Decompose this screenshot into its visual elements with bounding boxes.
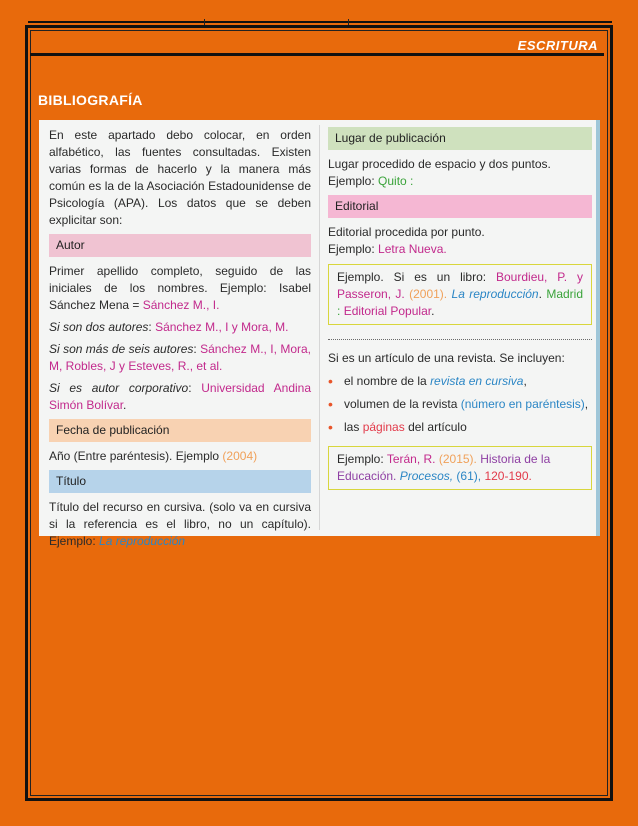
lugar-example-line <box>328 173 592 190</box>
lugar-example-label: Ejemplo: <box>328 174 379 188</box>
fecha-text <box>49 448 311 465</box>
libro-example-box <box>328 264 592 325</box>
autor-p1-text: Primer apellido completo, seguido de las iniciales de los nombres. Ejemplo: Isabel Sánchez Mena = <box>49 264 311 312</box>
fecha-example: (2004) <box>222 449 258 463</box>
bullet-icon: • <box>328 373 333 389</box>
left-column <box>49 127 311 555</box>
revista-bullet-2 <box>328 396 592 413</box>
revista-title: Historia de la Educación. <box>337 452 551 483</box>
libro-title: La reproducción <box>451 287 539 301</box>
revista-b1-end: , <box>523 374 527 388</box>
autor-p4-end: . <box>123 398 127 412</box>
autor-p2-sep: : <box>148 320 156 334</box>
editorial-example: Letra Nueva. <box>378 242 447 256</box>
revista-b2-text: volumen de la revista <box>344 397 461 411</box>
revista-author: Terán, R. <box>386 452 436 466</box>
autor-p4-sep: : <box>188 381 202 395</box>
top-rule <box>28 21 612 23</box>
autor-p3-example: Sánchez M., I, Mora, M, Robles, J y Esteves, R., et al. <box>49 342 311 373</box>
editorial-example-label: Ejemplo: <box>328 242 379 256</box>
revista-prefix: Ejemplo: <box>337 452 387 466</box>
revista-b2-end: , <box>584 397 589 411</box>
autor-p4 <box>49 380 311 414</box>
autor-p2 <box>49 319 311 336</box>
section-title: BIBLIOGRAFÍA <box>38 92 143 108</box>
revista-b3-em: páginas <box>362 420 405 434</box>
editorial-header: Editorial <box>328 195 592 218</box>
autor-header: Autor <box>49 234 311 257</box>
editorial-example-line <box>328 241 592 258</box>
revista-b3-end: del artículo <box>404 420 467 434</box>
libro-end: . <box>431 304 435 318</box>
revista-b1 <box>344 373 527 390</box>
autor-p1 <box>49 263 311 314</box>
autor-p3 <box>49 341 311 375</box>
dotted-separator <box>328 339 592 340</box>
editorial-text: Editorial procedida por punto. <box>328 225 485 239</box>
revista-example-box <box>328 446 592 490</box>
revista-year: (2015). <box>438 452 477 466</box>
lugar-example: Quito : <box>378 174 414 188</box>
autor-p4-example: Universidad Andina Simón Bolívar <box>49 381 312 412</box>
revista-issue: (61), <box>456 469 482 483</box>
titulo-header: Título <box>49 470 311 493</box>
revista-pages: 120-190. <box>484 469 532 483</box>
titulo-example: La reproducción <box>99 534 186 548</box>
lugar-header: Lugar de publicación <box>328 127 592 150</box>
fecha-header: Fecha de publicación <box>49 419 311 442</box>
header-bar <box>30 36 604 56</box>
revista-b1-text: el nombre de la <box>344 374 431 388</box>
libro-publisher: Editorial Popular <box>343 304 432 318</box>
libro-period: . <box>538 287 542 301</box>
autor-p2-example: Sánchez M., I y Mora, M. <box>155 320 289 334</box>
lugar-text: Lugar procedido de espacio y dos puntos. <box>328 157 551 171</box>
revista-bullet-1 <box>328 373 592 390</box>
header-title: ESCRITURA <box>517 38 598 53</box>
revista-b3-text: las <box>344 420 363 434</box>
fecha-desc: Año (Entre paréntesis). Ejemplo <box>49 449 223 463</box>
revista-b3 <box>344 419 467 436</box>
revista-intro: Si es un artículo de una revista. Se incluyen: <box>328 351 565 365</box>
revista-b2-em: (número en paréntesis) <box>460 397 585 411</box>
revista-b1-em: revista en cursiva <box>430 374 524 388</box>
autor-p1-example: Sánchez M., I. <box>142 298 220 312</box>
autor-p4-label: Si es autor corporativo <box>49 381 189 395</box>
revista-b2 <box>344 396 588 413</box>
titulo-desc: Título del recurso en cursiva. (solo va en cursiva si la referencia es el libro, no un capítulo). Ejemplo: <box>49 500 311 548</box>
titulo-text <box>49 499 311 550</box>
libro-prefix: Ejemplo. Si es un libro: <box>337 270 496 284</box>
autor-p3-label: Si son más de seis autores <box>49 342 194 356</box>
bullet-icon: • <box>328 419 333 435</box>
right-column <box>328 125 592 498</box>
libro-author: Bourdieu, P. y Passeron, J. <box>337 270 584 301</box>
revista-journal: Procesos, <box>399 469 454 483</box>
autor-p2-label: Si son dos autores <box>49 320 149 334</box>
libro-place: Madrid : <box>337 287 584 318</box>
libro-year: (2001). <box>409 287 448 301</box>
column-divider <box>319 125 320 530</box>
intro-paragraph: En este apartado debo colocar, en orden alfabético, las fuentes consultadas. Existen varias formas de hacerlo y la manera más común es la de la Asociación Estadounidense de Psicología (APA). Los datos que se deben explicitar son: <box>49 128 311 227</box>
autor-p3-sep: : <box>193 342 201 356</box>
bullet-icon: • <box>328 396 333 412</box>
panel-edge <box>596 120 600 536</box>
revista-bullet-3 <box>328 419 592 436</box>
